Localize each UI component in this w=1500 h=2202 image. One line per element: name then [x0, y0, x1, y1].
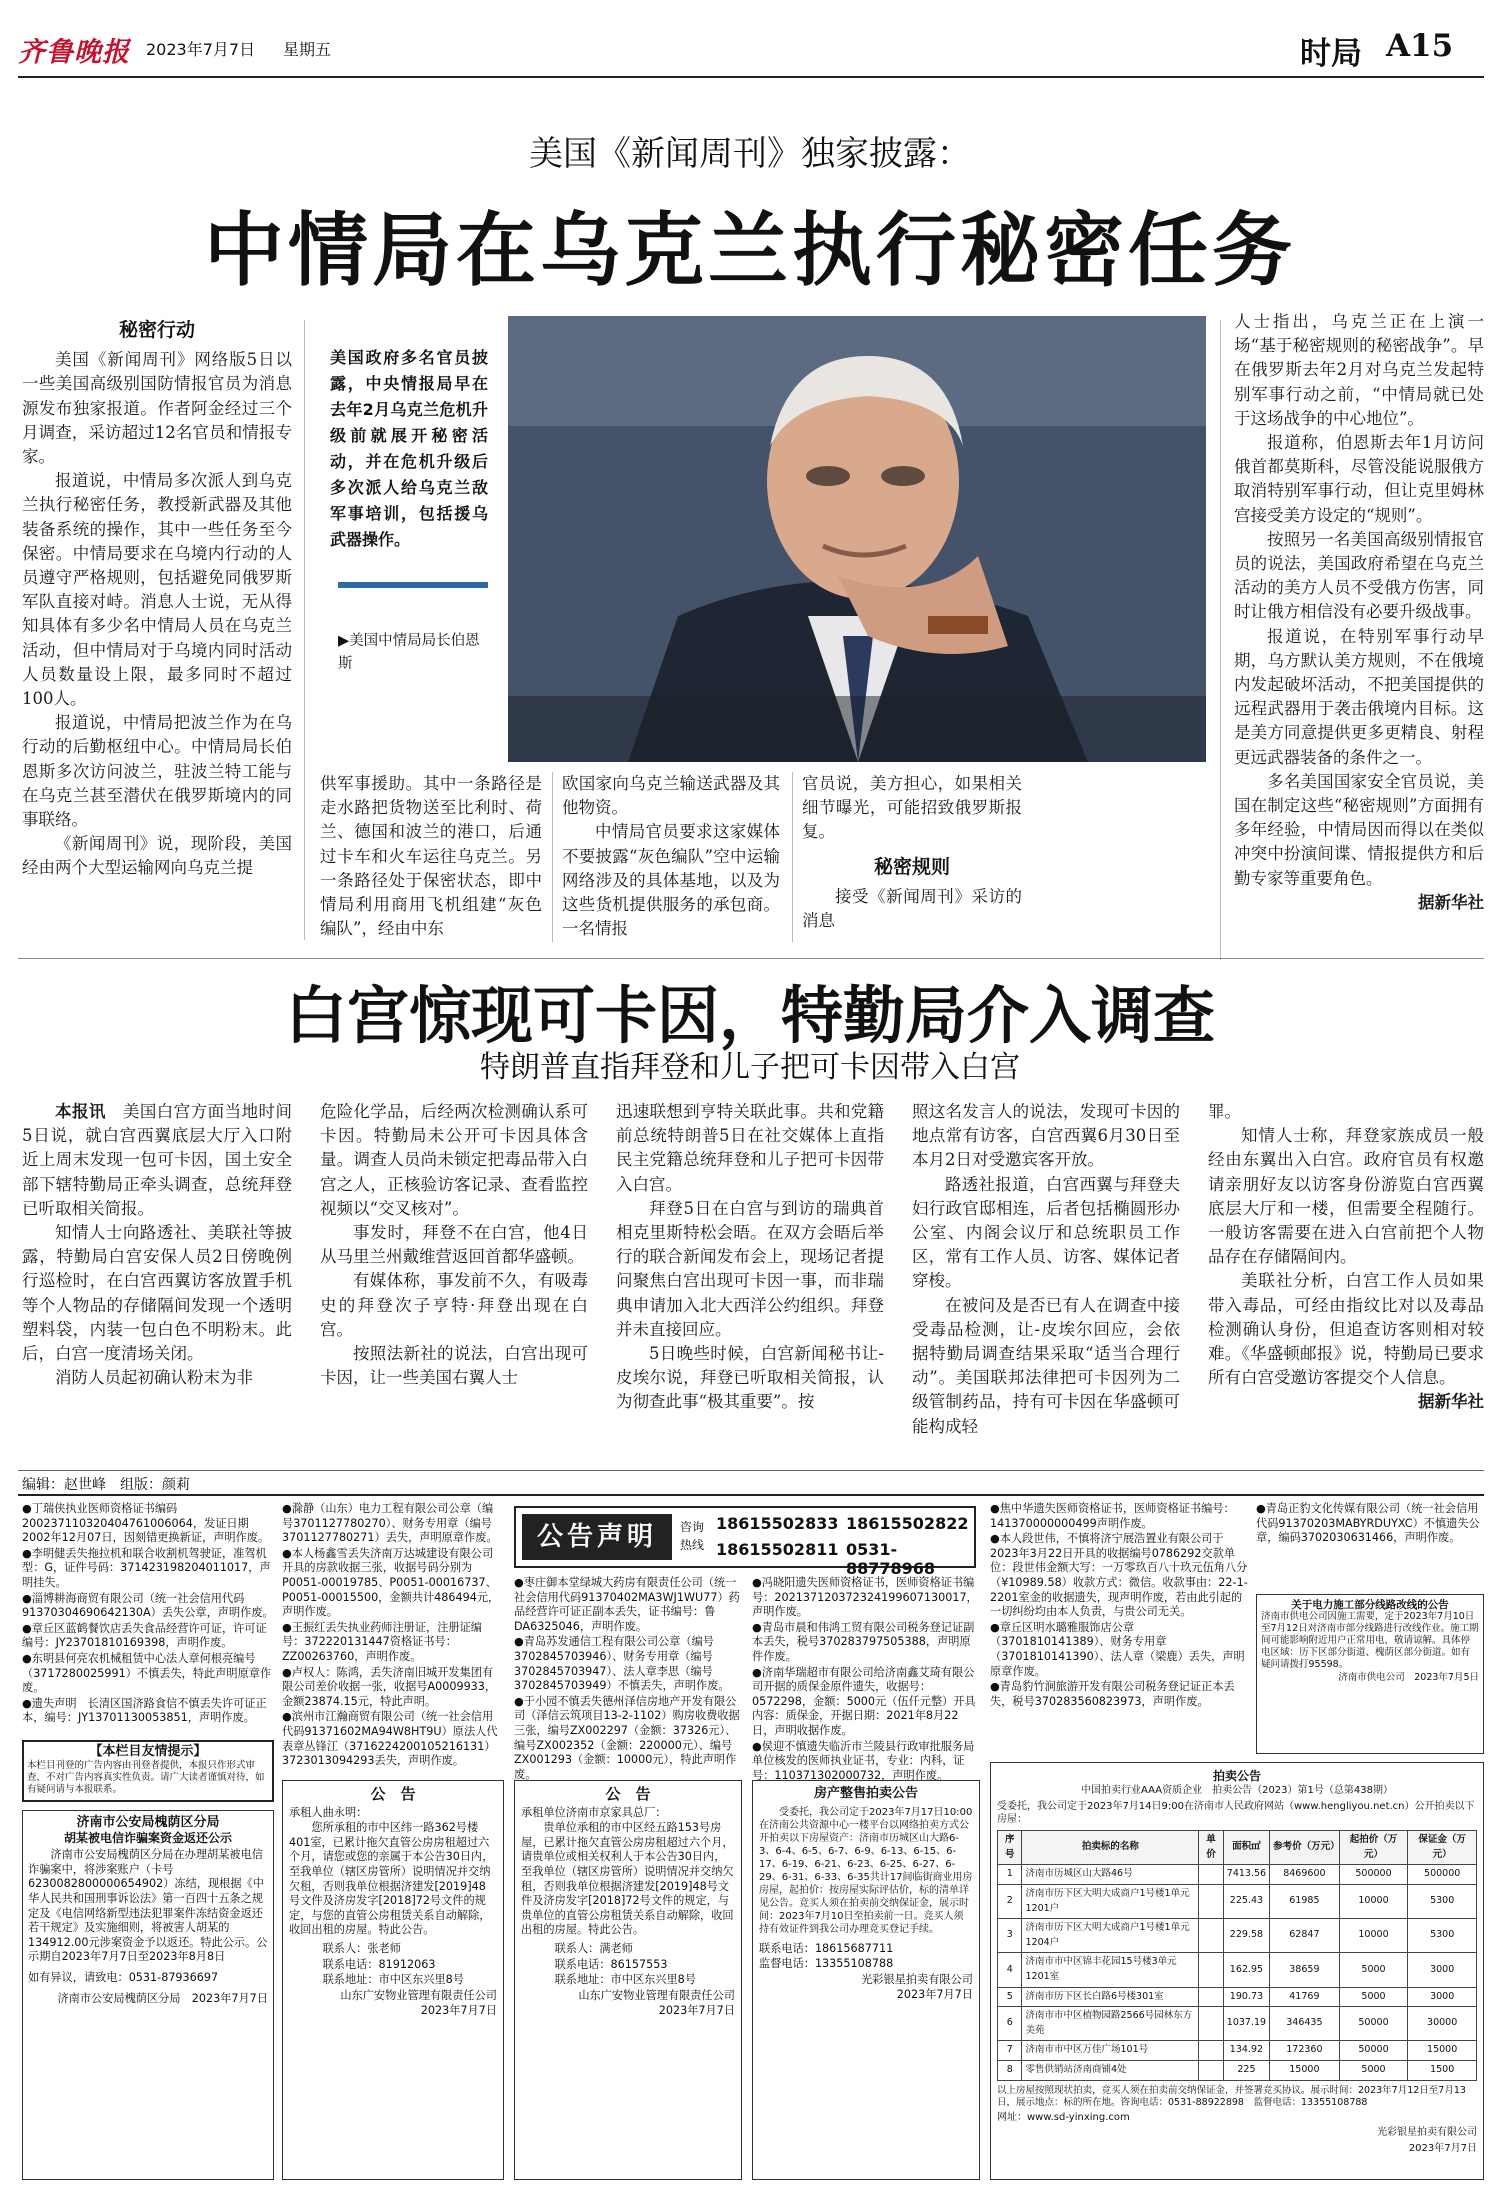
table-cell: 济南市市中区万佳广场101号: [1022, 2041, 1199, 2061]
table-cell: 7: [998, 2041, 1022, 2061]
column-header: 保证金（万元）: [1408, 1831, 1477, 1865]
notice-contact: 联系人：张老师: [322, 1941, 401, 1955]
story1-intro: [330, 345, 488, 553]
table-cell: 5000: [1339, 1987, 1408, 2007]
story1-col5: [1234, 310, 1484, 915]
ad-item: ●滁静（山东）电力工程有限公司公章（编号3701127780270）、财务专用章（编号3701127780271）丢失，声明原章作废。: [282, 1502, 498, 1545]
story2-headline: 白宫惊现可卡因，特勤局介入调查: [284, 979, 1215, 1052]
story1-kicker: 美国《新闻周刊》独家披露：: [529, 134, 971, 174]
auction-date: 2023年7月7日: [896, 1988, 973, 2002]
ad-item: ●焦中华遗失医师资格证书，医师资格证书编号：141370000000499声明作废。: [990, 1502, 1235, 1530]
police-title: 济南市公安局槐荫区分局: [76, 1815, 220, 1830]
auction-contact: 联系电话：18615687711: [759, 1941, 894, 1955]
table-cell: [1199, 1884, 1223, 1918]
table-cell: 3000: [1408, 1987, 1477, 2007]
notice-greeting: 承租人曲永明：: [289, 1805, 368, 1819]
table-cell: 346435: [1270, 2007, 1340, 2041]
ad-col4: [752, 1576, 980, 1782]
table-cell: 61985: [1270, 1884, 1340, 1918]
paragraph: 报道说，中情局把波兰作为在乌行动的后勤枢纽中心。中情局局长伯恩斯多次访问波兰，驻波兰特工能与在乌克兰甚至潜伏在俄罗斯境内的同事联络。: [22, 713, 292, 830]
paragraph: 消防人员起初确认粉末为非: [55, 1368, 253, 1388]
table-cell: 500000: [1339, 1865, 1408, 1885]
masthead: [18, 30, 1488, 74]
table-cell: [1199, 1987, 1223, 2007]
story1-col1: [22, 316, 292, 881]
police-footer: 济南市公安局槐荫区分局 2023年7月7日: [57, 1991, 268, 2005]
column-header: 序号: [998, 1831, 1022, 1865]
story2-col2: [320, 1100, 588, 1390]
table-cell: [1199, 2060, 1223, 2080]
notice-body: 您所承租的市中区纬一路362号楼401室，已累计拖欠直管公房房租超过六个月，请您或您的亲属于本公告30日内，至我单位（辖区房管所）说明情况并交纳欠租，否则我单位根据济建发[2019]48号文件及济房发字[2018]72号文件的规定，与您的直管公房租赁关系自动解除，收回出租的房屋。特此公告。: [289, 1821, 494, 1937]
power-notice-title: 关于电力施工部分线路改线的公告: [1291, 1599, 1449, 1611]
auction-website: 网址：www.sd-yinxing.com: [997, 2111, 1130, 2123]
ad-item: ●青岛正豹文化传媒有限公司（统一社会信用代码91370203MABYRDUYXC）不慎遗失公章，编码3702030631466，声明作废。: [1256, 1502, 1480, 1545]
auction-table: [997, 1830, 1477, 2080]
paragraph: 危险化学品，后经两次检测确认系可卡因。特勤局未公开可卡因具体含量。调查人员尚未锁定把毒品带入白宫之人，正核验访客记录、查看监控视频以“交叉核对”。: [320, 1102, 588, 1218]
table-cell: 190.73: [1223, 1987, 1269, 2007]
lead-tag: 本报讯: [55, 1102, 106, 1121]
column-rule: [1220, 320, 1221, 960]
notice-org: 山东广安物业管理有限责任公司: [340, 1988, 497, 2002]
public-notice-2: [514, 1780, 742, 2180]
police-subtitle: 胡某被电信诈骗案资金返还公示: [63, 1830, 232, 1845]
table-cell: 62847: [1270, 1919, 1340, 1953]
table-cell: 38659: [1270, 1953, 1340, 1987]
paragraph: 接受《新闻周刊》采访的消息: [802, 886, 1022, 931]
story2-subhead: 特朗普直指拜登和儿子把可卡因带入白宫: [480, 1050, 1020, 1085]
ad-item: ●青岛苏发通信工程有限公司公章（编号3702845703946）、财务专用章（编号3702845703947）、法人章李思（编号3702845703949）不慎丢失，声明作废。: [514, 1635, 730, 1693]
hotline-label: 咨询热线: [680, 1520, 705, 1552]
table-cell: 7413.56: [1223, 1865, 1269, 1885]
column-header: 单价: [1199, 1831, 1223, 1865]
table-cell: 6: [998, 2007, 1022, 2041]
table-cell: 50000: [1339, 2041, 1408, 2061]
table-cell: 8469600: [1270, 1865, 1340, 1885]
paragraph: 官员说，美方担心，如果相关细节曝光，可能招致俄罗斯报复。: [802, 774, 1022, 842]
ad-item: ●枣庄御本堂绿城大药房有限责任公司（统一社会信用代码91370402MA3WJ1WU77）药品经营许可证正副本丢失，证书编号：鲁DA6325046，声明作废。: [514, 1576, 740, 1633]
paragraph: 事发时，拜登不在白宫，他4日从马里兰州戴维营返回首都华盛顿。: [320, 1223, 588, 1267]
table-cell: 济南市历城区山大路46号: [1022, 1865, 1199, 1885]
table-cell: 零售供销站济南商铺4处: [1022, 2060, 1199, 2080]
hotline-number: 0531-88778968: [846, 1540, 936, 1578]
paragraph: 美国《新闻周刊》网络版5日以一些美国高级别国防情报官员为消息源发布独家报道。作者阿金经过三个月调查，采访超过12名官员和情报专家。: [22, 350, 292, 467]
ad-item: ●东明县何亮农机械租赁中心法人章何根亮编号（3717280025991）不慎丢失，特此声明原章作废。: [22, 1651, 272, 1695]
paragraph: 路透社报道，白宫西翼与拜登夫妇行政官邸相连，后者包括椭圆形办公室、内阁会议厅和总统职员工作区，常有工作人员、访客、媒体记者穿梭。: [912, 1174, 1180, 1291]
newspaper-logo: 齐鲁晚报: [18, 37, 130, 68]
power-notice-body: 济南市供电公司因施工需要，定于2023年7月10日至7月12日对济南市部分线路进行改线作业。施工期间可能影响附近用户正常用电，敬请谅解。具体停电区域：历下区部分街道、槐荫区部分街道。如有疑问请拨打95598。: [1261, 1611, 1479, 1670]
paragraph: 在被问及是否已有人在调查中接受毒品检测，让-皮埃尔回应，会依据特勤局调查结果采取“适当合理行动”。美国联邦法律把可卡因列为二级管制药品，持有可卡因在华盛顿可能构成轻: [912, 1295, 1180, 1436]
power-notice: [1256, 1594, 1484, 1754]
hotline-number: 18615502811: [716, 1540, 839, 1559]
auction-org: 光彩银星拍卖有限公司: [861, 1972, 973, 1986]
ad-item: ●李明健丢失拖拉机和联合收割机驾驶证，准驾机型：G，证件号码：371423198204011017，声明挂失。: [22, 1546, 271, 1589]
auction-body: 受委托，我公司定于2023年7月17日10:00在济南公共资源中心一楼平台以网络拍卖方式公开拍卖以下房屋资产：济南市历城区山大路6-3、6-4、6-5、6-7、6-9、6-13、6-15、6-17、6-19、6-21、6-23、6-25、6-27、6-29、6-31、6-33、6-35共计17间临街商业用房房屋，起拍价：按房屋实际评估价，标的清单详见公告。竞买人须在拍卖前交纳保证金，展示时间：2023年7月10日至拍卖前一日。竞买人须持有效证件到我公司办理竞买登记手续。: [759, 1806, 973, 1935]
ad-item: ●侯迎不慎遗失临沂市兰陵县行政审批服务局单位核发的医师执业证书，专业：内科，证号：110371302000732，声明作废。: [752, 1739, 975, 1782]
table-cell: [1199, 2007, 1223, 2041]
auction-org: 光彩银星拍卖有限公司: [1377, 2127, 1477, 2139]
table-cell: 10000: [1339, 1884, 1408, 1918]
auction-footer: 以上房屋按照现状拍卖，竞买人须在拍卖前交纳保证金，并签署竞买协议。展示时间：2023年7月12日至7月13日，展示地点：标的所在地。咨询电话：0531-88922898 监督电话：13355108788: [997, 2084, 1466, 2108]
paragraph: 中情局官员要求这家媒体不要披露“灰色编队”空中运输网络涉及的具体基地，以及为这些货机提供服务的承包商。一名情报: [562, 822, 780, 939]
table-cell: 41769: [1270, 1987, 1340, 2007]
column-header: 参考价（万元）: [1270, 1831, 1340, 1865]
notice-date: 2023年7月7日: [658, 2004, 735, 2018]
page-number: A15: [1386, 28, 1454, 64]
section-name: 时局: [1300, 36, 1362, 72]
table-row: [998, 1884, 1477, 1918]
column-rule: [792, 772, 793, 942]
ad-col1: [22, 1502, 274, 1732]
notice-address: 联系地址：市中区东兴里8号: [322, 1973, 464, 1987]
intro-text: 美国政府多名官员披露，中央情报局早在去年2月乌克兰危机升级前就展开秘密活动，并在危机升级后多次派人给乌克兰敌军事培训，包括援乌武器操作。: [330, 348, 488, 549]
table-cell: 5000: [1339, 1953, 1408, 1987]
ad-col6: [1256, 1502, 1484, 1592]
ad-item: ●济南华瑞超市有限公司给济南鑫艾琦有限公司开据的质保金原件遗失，收据号：0572298，金额：5000元（伍仟元整）开具内容：质保金，开据日期：2021年8月22日，声明收据作废。: [752, 1665, 976, 1737]
auction-title: 房产整售拍卖公告: [813, 1786, 918, 1801]
ad-item: ●淄博耕海商贸有限公司（统一社会信用代码91370304690642130A）丢失公章，声明作废。: [22, 1591, 274, 1620]
auction-supervise: 监督电话：13355108788: [759, 1957, 894, 1971]
table-cell: 225.43: [1223, 1884, 1269, 1918]
column-header: 面积㎡: [1223, 1831, 1269, 1865]
notice-greeting: 承租单位济南市京家具总厂：: [521, 1805, 667, 1819]
photo-caption: ▶美国中情局局长伯恩斯: [338, 633, 480, 672]
portrait-illustration: [508, 316, 1206, 762]
paragraph: 多名美国国家安全官员说，美国在制定这些“秘密规则”方面拥有多年经验，中情局因而得以在类似冲突中扮演间谍、情报提供方和后勤专家等重要角色。: [1234, 771, 1484, 888]
story2-source: 据新华社: [1418, 1392, 1484, 1412]
paragraph: 《新闻周刊》说，现阶段，美国经由两个大型运输网向乌克兰提: [22, 834, 292, 878]
paragraph: 有媒体称，事发前不久，有吸毒史的拜登次子亨特·拜登出现在白宫。: [320, 1271, 588, 1339]
hotline-number: 18615502833: [716, 1514, 839, 1533]
editors-rule: [18, 1470, 1484, 1471]
ad-col5: [990, 1502, 1248, 1762]
table-cell: 172360: [1270, 2041, 1340, 2061]
table-cell: [1199, 1865, 1223, 1885]
notice-title: 公 告: [370, 1785, 416, 1803]
table-cell: 134.92: [1223, 2041, 1269, 2061]
table-cell: 济南市历下区长白路6号楼301室: [1022, 1987, 1199, 2007]
table-row: [998, 1987, 1477, 2007]
issue-date: 2023年7月7日: [146, 40, 256, 59]
ad-item: ●丁瑞侠执业医师资格证书编码200237110320404761006064，发证日期2002年12月07日，因刻错更换新证，声明作废。: [22, 1502, 270, 1545]
ad-item: ●章丘区蓝鹤餐饮店丢失食品经营许可证，许可证编号：JY23701810169398，声明作废。: [22, 1621, 267, 1650]
table-cell: [1199, 2041, 1223, 2061]
ad-col2: [282, 1502, 502, 1768]
table-cell: 2: [998, 1884, 1022, 1918]
table-cell: 1500: [1408, 2060, 1477, 2080]
notice-phone: 联系电话：81912063: [322, 1957, 436, 1971]
ad-item: ●青岛豹竹涧旅游开发有限公司税务登记证正本丢失，税号370283560823973，声明作废。: [990, 1680, 1235, 1708]
story2-col5: [1208, 1100, 1484, 1415]
ad-item: ●滨州市江瀚商贸有限公司（统一社会信用代码91371602MA94W8HT9U）原法人代表章丛锋江（3716224200105216131）3723013094293丢失，声明作废。: [282, 1710, 498, 1768]
column-header: 拍卖标的名称: [1022, 1831, 1199, 1865]
column-rule: [304, 320, 305, 940]
table-cell: 15000: [1270, 2060, 1340, 2080]
table-cell: 济南市历下区大明大成商户1号楼1单元1204户: [1022, 1919, 1199, 1953]
property-auction-notice: [752, 1780, 980, 2180]
hotline-number: 18615502822: [846, 1514, 969, 1533]
editors-credit: 编辑：赵世峰 组版：颜莉: [22, 1477, 190, 1493]
story1-headline: 中情局在乌克兰执行秘密任务: [204, 203, 1296, 297]
table-cell: 500000: [1408, 1865, 1477, 1885]
notice-date: 2023年7月7日: [420, 2004, 497, 2018]
friendly-tips-box: [22, 1740, 274, 1802]
story1-col4: [802, 772, 1206, 933]
table-cell: 5300: [1408, 1919, 1477, 1953]
notice-body: 贵单位承租的市中区经五路153号房屋，已累计拖欠直管公房房租超过六个月，请贵单位或相关权利人于本公告30日内，至我单位（辖区房管所）说明情况并交纳欠租，否则我单位根据济建发[2019]48号文件及济房发字[2018]72号文件的规定，与贵单位的直管公房租赁关系自动解除，收回出租的房屋。特此公告。: [521, 1821, 734, 1937]
table-cell: 济南市市中区锦丰花园15号楼3单元1201室: [1022, 1953, 1199, 1987]
public-notice-1: [282, 1780, 504, 2180]
issue-weekday: 星期五: [283, 40, 332, 59]
table-cell: 济南市历下区大明大成商户1号楼1单元1201户: [1022, 1884, 1199, 1918]
banner-title: 公告声明: [522, 1514, 672, 1560]
header-rule: [18, 76, 1484, 78]
story1-col2: [320, 772, 542, 941]
table-cell: 3: [998, 1919, 1022, 1953]
power-notice-footer: 济南市供电公司 2023年7月5日: [1338, 1672, 1479, 1683]
table-cell: 1: [998, 1865, 1022, 1885]
table-cell: 30000: [1408, 2007, 1477, 2041]
paragraph: 迅速联想到亨特关联此事。共和党籍前总统特朗普5日在社交媒体上直指民主党籍总统拜登和儿子把可卡因带入白宫。: [616, 1102, 884, 1194]
table-row: [998, 2060, 1477, 2080]
ad-col3: [514, 1576, 742, 1781]
table-header-row: [998, 1831, 1477, 1865]
table-row: [998, 2041, 1477, 2061]
table-cell: 162.95: [1223, 1953, 1269, 1987]
ad-item: ●章丘区明水璐雅服饰店公章（3701810141389）、财务专用章（3701810141390）、法人章（梁鹿）丢失，声明原章作废。: [990, 1620, 1245, 1678]
notice-phone: 联系电话：86157553: [554, 1957, 668, 1971]
subhead-secret-ops: 秘密行动: [118, 319, 195, 341]
paragraph: 按照另一名美国高级别情报官员的说法，美国政府希望在乌克兰活动的美方人员不受俄方伤害，同时让俄方相信没有必要升级战事。: [1234, 529, 1484, 622]
police-notice: [22, 1810, 274, 2180]
paragraph: 报道称，伯恩斯去年1月访问俄首都莫斯科，尽管没能说服俄方取消特别军事行动，但让克里姆林宫接受美方设定的“规则”。: [1234, 433, 1484, 525]
table-row: [998, 2007, 1477, 2041]
table-cell: 15000: [1408, 2041, 1477, 2061]
ads-rule: [18, 1494, 1484, 1496]
auction-date: 2023年7月7日: [1408, 2142, 1477, 2154]
table-cell: 4: [998, 1953, 1022, 1987]
story-divider: [18, 958, 1484, 959]
paragraph: 知情人士向路透社、美联社等披露，特勤局白宫安保人员2日傍晚例行巡检时，在白宫西翼访客放置手机等个人物品的存储隔间发现一个透明塑料袋，内装一包白色不明粉末。此后，白宫一度清场关闭。: [22, 1223, 292, 1364]
caption-bar: [338, 582, 488, 588]
police-body: 济南市公安局槐荫区分局在办理胡某被电信诈骗案中，将涉案账户（卡号6230082800000654902）冻结，现根据《中华人民共和国刑事诉讼法》第一百四十五条之规定及《电信网络新型违法犯罪案件冻结资金返还若干规定》及实施细则，将被害人胡某的134912.00元涉案资金予以返还。特此公示。公示期自2023年7月7日至2023年8月8日: [28, 1848, 268, 1964]
paragraph: 人士指出，乌克兰正在上演一场“基于秘密规则的秘密战争”。早在俄罗斯去年2月对乌克兰发起特别军事行动之前，“中情局就已处于这场战争的中心地位”。: [1234, 312, 1484, 428]
notice-title: 公 告: [605, 1785, 651, 1803]
table-row: [998, 1865, 1477, 1885]
ad-item: ●冯晓阳遗失医师资格证书，医师资格证书编号：202137120372324199607130017，声明作废。: [752, 1576, 978, 1619]
story2-col3: [616, 1100, 884, 1415]
story2-col4: [912, 1100, 1180, 1439]
ad-item: ●本人杨鑫雪丢失济南万达城建设有限公司开具的房款收据三张，收据号码分别为P0051-00019785、P0051-00016737、P0051-00015500，金额共计486494元，声明作废。: [282, 1546, 500, 1619]
paragraph: 5日晚些时候，白宫新闻秘书让-皮埃尔说，拜登已听取相关简报，认为彻查此事“极其重要”。按: [616, 1344, 884, 1412]
story2-col1: [22, 1100, 292, 1390]
paragraph: 报道说，在特别军事行动早期，乌方默认美方规则，不在俄境内发起破坏活动，不把美国提供的远程武器用于袭击俄境内目标。这是美方同意提供更多更精良、射程更远武器装备的条件之一。: [1234, 626, 1484, 767]
ad-item: ●王振红丢失执业药师注册证，注册证编号：372220131447资格证书号：ZZ00263760，声明作废。: [282, 1620, 482, 1663]
paragraph: 知情人士称，拜登家族成员一般经由东翼出入白宫。政府官员有权邀请亲朋好友以访客身份游览白宫西翼底层大厅和一楼，但需要全程随行。一般访客需要在进入白宫前把个人物品存在存储隔间内。: [1208, 1126, 1484, 1267]
table-row: [998, 1953, 1477, 1987]
paragraph: 拜登5日在白宫与到访的瑞典首相克里斯特松会晤。在双方会晤后举行的联合新闻发布会上，现场记者提问聚焦白宫出现可卡因一事，而非瑞典申请加入北大西洋公约组织。拜登并未直接回应。: [616, 1198, 884, 1339]
table-cell: 10000: [1339, 1919, 1408, 1953]
table-cell: 济南市市中区植物园路2566号园林东方美苑: [1022, 2007, 1199, 2041]
paragraph: 罪。: [1208, 1102, 1241, 1121]
table-cell: [1199, 1953, 1223, 1987]
tips-title: 【本栏目友情提示】: [89, 1744, 207, 1759]
notice-org: 山东广安物业管理有限责任公司: [578, 1988, 735, 2002]
auction-line1: 中国拍卖行业AAA资质企业 拍卖公告（2023）第1号（总第438期）: [1081, 1784, 1393, 1796]
table-cell: 225: [1223, 2060, 1269, 2080]
story1-source: 据新华社: [1418, 892, 1484, 912]
paragraph: 美联社分析，白宫工作人员如果带入毒品，可经由指纹比对以及毒品检测确认身份，但追查访客则相对较难。《华盛顿邮报》说，特勤局已要求所有白宫受邀访客提交个人信息。: [1208, 1271, 1484, 1388]
table-cell: 8: [998, 2060, 1022, 2080]
table-cell: 50000: [1339, 2007, 1408, 2041]
paragraph: 照这名发言人的说法，发现可卡因的地点常有访客，白宫西翼6月30日至本月2日对受邀宾客开放。: [912, 1102, 1180, 1170]
paragraph: 供军事援助。其中一条路径是走水路把货物送至比利时、荷兰、德国和波兰的港口，后通过卡车和火车运往乌克兰。另一条路径处于保密状态，即中情局利用商用飞机组建“灰色编队”，经由中东: [320, 774, 542, 939]
notice-contact: 联系人：满老师: [554, 1941, 633, 1955]
photo-cia-director: [508, 316, 1206, 762]
table-cell: 5: [998, 1987, 1022, 2007]
notice-banner: [514, 1506, 976, 1578]
table-cell: 3000: [1408, 1953, 1477, 1987]
table-cell: 229.58: [1223, 1919, 1269, 1953]
paragraph: 报道说，中情局多次派人到乌克兰执行秘密任务，教授新武器及其他装备系统的操作，其中一些任务至今保密。中情局要求在乌境内行动的人员遵守严格规则，包括避免同俄罗斯军队直接对峙。消息人士说，无从得知具体有多少名中情局人员在乌克兰活动，但中情局对于乌境内同时活动人员数量设上限，最多同时不超过100人。: [22, 471, 292, 709]
ad-item: ●本人段世伟，不慎将济宁展浩置业有限公司于2023年3月22日开具的收据编号0786292交款单位：段世伟金额大写：一万零玖百八十玖元伍角八分（¥10989.58）收款方式：微信。收款事由：22-1-2201室金的收据遗失，现声明作废，若由此引起的一切纠纷均由本人负责，与贵公司无关。: [990, 1532, 1248, 1619]
police-contact: 如有异议，请致电：0531-87936697: [28, 1970, 219, 1984]
ad-item: ●青岛市晨和伟鸿工贸有限公司税务登记证副本丢失，税号370283797505388，声明原件作废。: [752, 1620, 975, 1663]
ad-item: ●于小园不慎丢失德州泽信房地产开发有限公司（泽信云筑项目13-2-1102）购房收费收据三张，编号ZX002297（金额：37326元）、编号ZX002352（金额：220000元）、编号ZX001293（金额：10000元），特此声明作废。: [514, 1694, 740, 1781]
story1-col3: [562, 772, 780, 941]
subhead-secret-rules: 秘密规则: [873, 855, 950, 878]
notice-address: 联系地址：市中区东兴里8号: [554, 1973, 696, 1987]
auction-main-title: 拍卖公告: [1212, 1769, 1261, 1783]
table-cell: [1199, 1919, 1223, 1953]
column-rule: [552, 772, 553, 942]
table-cell: 5300: [1408, 1884, 1477, 1918]
ad-item: ●卢权人：陈鸿，丢失济南旧城开发集团有限公司差价收据一张，收据号A0009933，金额23874.15元，特此声明。: [282, 1665, 497, 1708]
paragraph: 本报讯 美国白宫方面当地时间5日说，就白宫西翼底层大厅入口附近上周末发现一包可卡因，国土安全部下辖特勤局正牵头调查，总统拜登已听取相关简报。: [22, 1102, 293, 1218]
auction-table-body: [998, 1865, 1477, 2080]
table-cell: 5000: [1339, 2060, 1408, 2080]
tips-body: 本栏目刊登的广告内容由刊登者提供，本报只作形式审查，不对广告内容真实性负责。请广大读者谨慎对待，如有疑问请与本报联系。: [27, 1759, 265, 1795]
paragraph: 按照法新社的说法，白宫出现可卡因，让一些美国右翼人士: [320, 1344, 588, 1388]
table-row: [998, 1919, 1477, 1953]
paragraph: 欧国家向乌克兰输送武器及其他物资。: [562, 774, 780, 818]
table-cell: 1037.19: [1223, 2007, 1269, 2041]
ad-item: ●遗失声明 长清区国济路食信不慎丢失许可证正本，编号：JY13701130053851，声明作废。: [22, 1696, 267, 1725]
auction-announcement: [990, 1762, 1484, 2180]
auction-line2: 受委托，我公司定于2023年7月14日9:00在济南市人民政府网站（www.hengliyou.net.cn）公开拍卖以下房屋：: [997, 1801, 1475, 1826]
column-header: 起拍价（万元）: [1339, 1831, 1408, 1865]
